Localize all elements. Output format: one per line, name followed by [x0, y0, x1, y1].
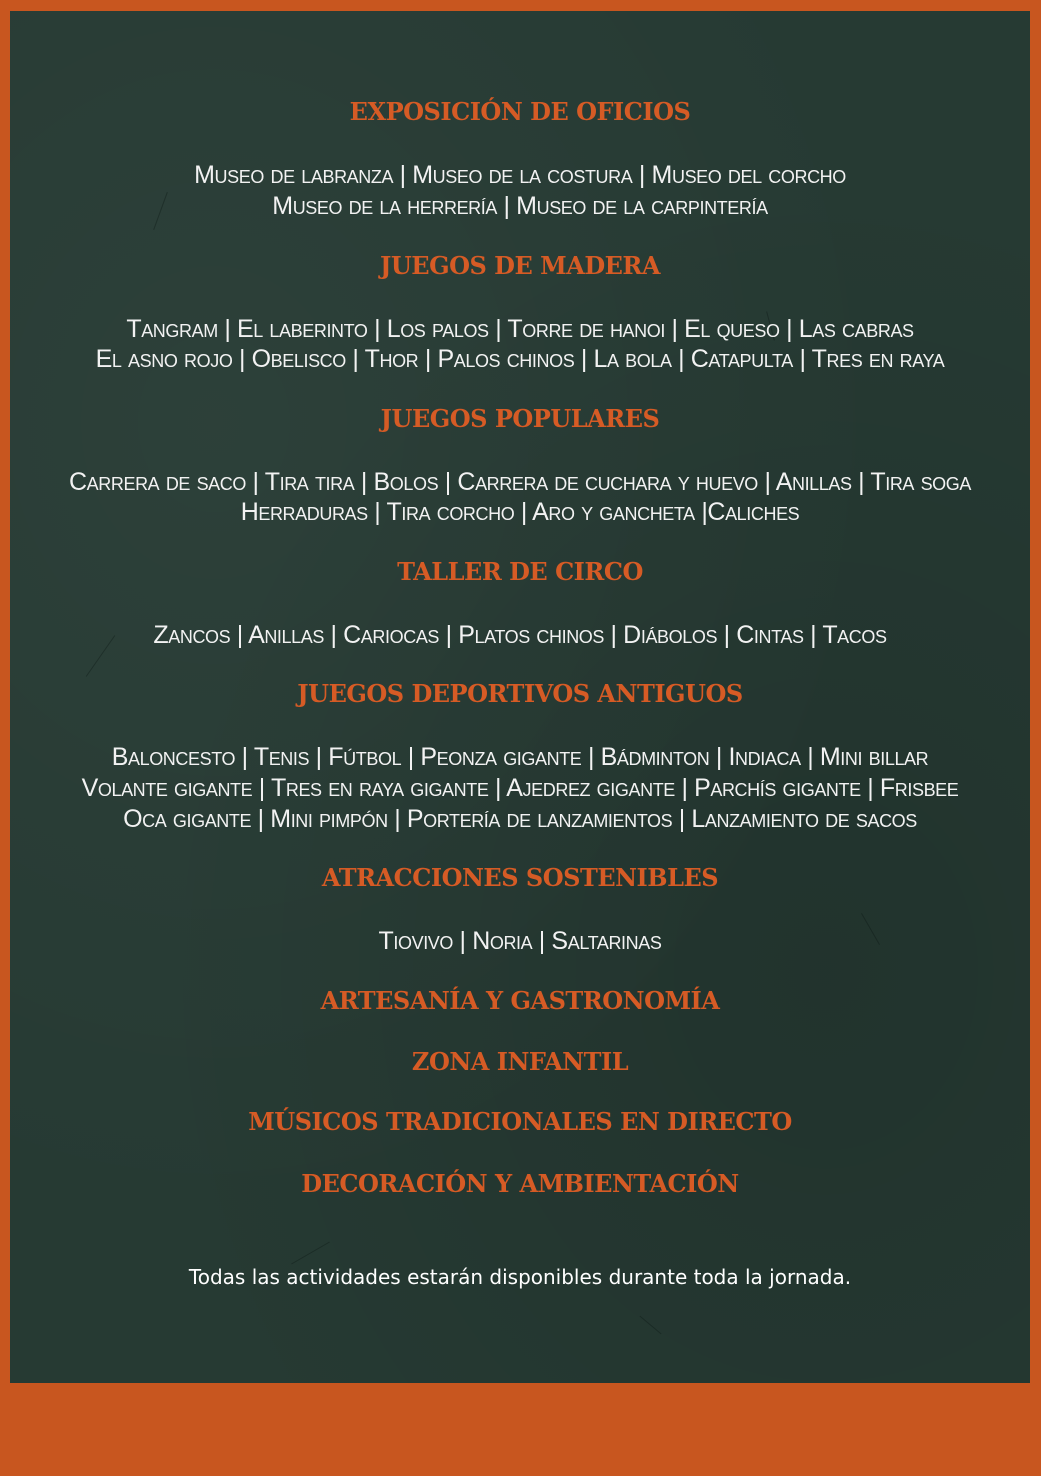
section-heading-juegos-deportivos-antiguos: JUEGOS DEPORTIVOS ANTIGUOS [297, 679, 743, 708]
section-line: Museo de labranza | Museo de la costura | Museo del corcho [194, 161, 846, 189]
section-line: Tiovivo | Noria | Saltarinas [378, 927, 662, 955]
program-panel [10, 11, 1030, 1383]
section-heading-taller-de-circo: TALLER DE CIRCO [397, 557, 643, 586]
texture-scratch [291, 1242, 330, 1265]
section-line: Herraduras | Tira corcho | Aro y gancheta |Caliches [240, 498, 800, 526]
footer-note: Todas las actividades estarán disponibles durante toda la jornada. [188, 1265, 852, 1289]
section-line: Oca gigante | Mini pimpón | Portería de lanzamientos | Lanzamiento de sacos [123, 805, 917, 833]
section-line: Volante gigante | Tres en raya gigante | Ajedrez gigante | Parchís gigante | Frisbee [81, 774, 959, 802]
section-heading-zona-infantil: ZONA INFANTIL [411, 1047, 629, 1076]
section-line: Tangram | El laberinto | Los palos | Torre de hanoi | El queso | Las cabras [126, 315, 914, 343]
section-heading-decoracion-y-ambientacion: DECORACIÓN Y AMBIENTACIÓN [301, 1169, 739, 1198]
section-heading-atracciones-sostenibles: ATRACCIONES SOSTENIBLES [321, 863, 719, 892]
section-heading-juegos-populares: JUEGOS POPULARES [380, 404, 660, 433]
section-line: Zancos | Anillas | Cariocas | Platos chinos | Diábolos | Cintas | Tacos [153, 621, 887, 649]
section-heading-exposicion-de-oficios: EXPOSICIÓN DE OFICIOS [349, 97, 691, 126]
section-line: Museo de la herrería | Museo de la carpintería [272, 192, 768, 220]
section-heading-musicos-tradicionales: MÚSICOS TRADICIONALES EN DIRECTO [248, 1107, 792, 1136]
section-line: Carrera de saco | Tira tira | Bolos | Carrera de cuchara y huevo | Anillas | Tira soga [69, 468, 971, 496]
section-heading-artesania-y-gastronomia: ARTESANÍA Y GASTRONOMÍA [320, 986, 720, 1015]
section-line: El asno rojo | Obelisco | Thor | Palos chinos | La bola | Catapulta | Tres en raya [95, 345, 945, 373]
texture-scratch [639, 1316, 661, 1335]
section-heading-juegos-de-madera: JUEGOS DE MADERA [380, 251, 660, 280]
section-line: Baloncesto | Tenis | Fútbol | Peonza gigante | Bádminton | Indiaca | Mini billar [111, 743, 929, 771]
